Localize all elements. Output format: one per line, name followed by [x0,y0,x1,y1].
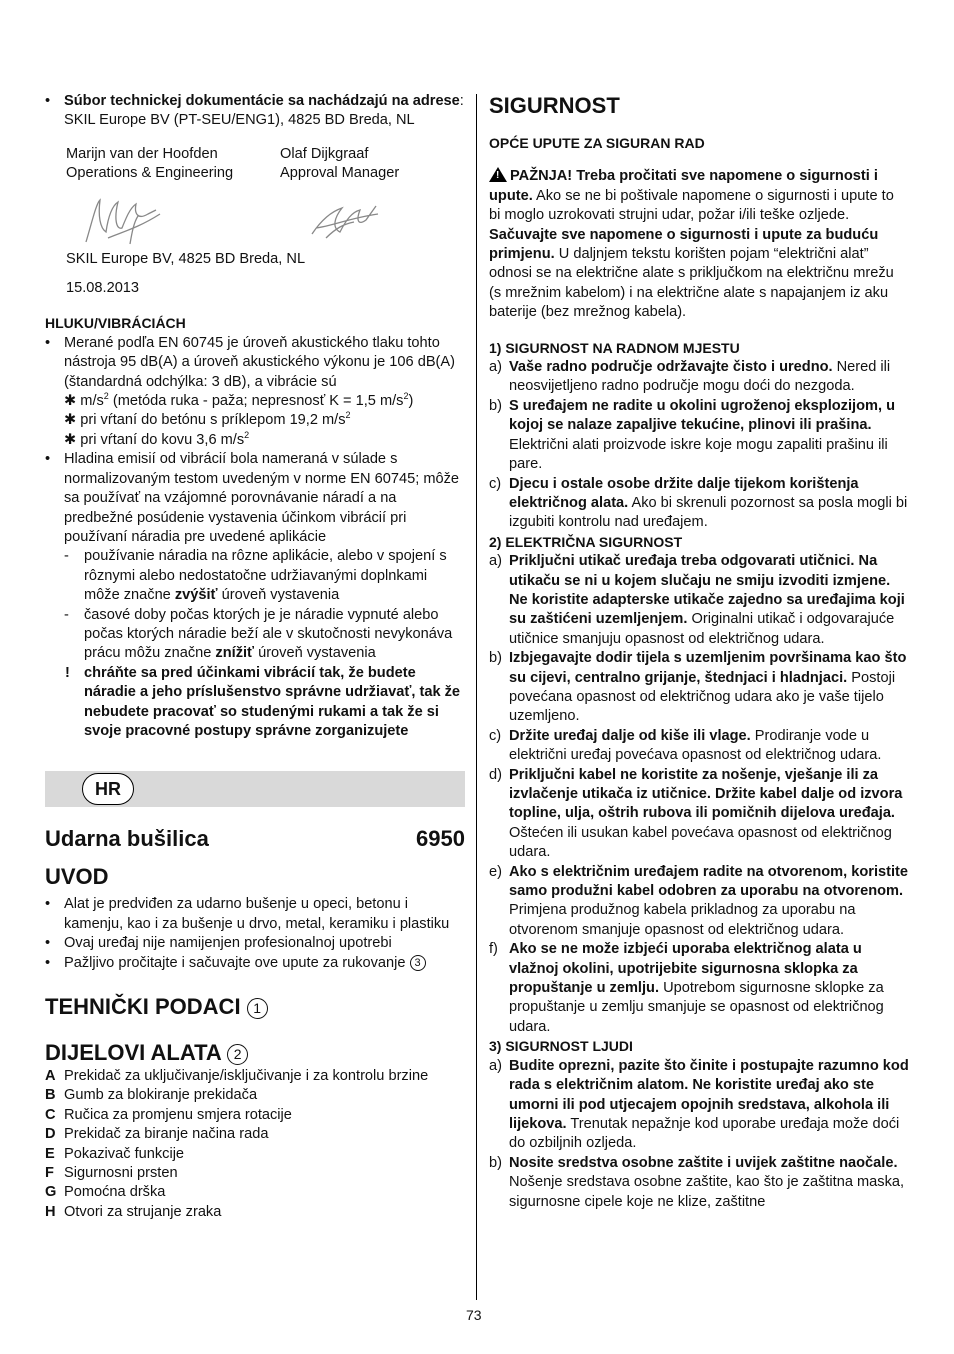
parts-heading: DIJELOVI ALATA 2 [45,1039,465,1067]
signer2-name: Olaf Dijkgraaf [280,145,369,162]
language-bar [45,771,465,807]
product-title: Udarna bušilica [45,826,209,852]
left-column [45,92,465,1222]
part-key: D [45,1126,56,1143]
signatures [45,145,465,299]
list-item: • Hladina emisií od vibrácií bola nameraná v súlade s normalizovaným testom uvedeným v norme EN 60745; môže sa používať na vzájomné porovnávanie náradí a na predbežné posúdenie vystavenia účinkom vibrácií pri používaní náradia pre uvedené aplikácie [45,450,465,547]
item-bold-text: Ako se ne može izbjeći uporaba električnog alata u vlažnoj okolini, upotrijebite sigurnosna sklopka za propuštanje u zemlju. [509,941,862,997]
part-key: G [45,1184,57,1201]
item-letter: a) [489,359,502,376]
item-letter: c) [489,727,502,744]
item-bold-text: Držite uređaj dalje od kiše ili vlage. [509,727,751,744]
item-bold-text: Priključni utikač uređaja treba odgovarati utičnici. Na utikaču se ni u kojem slučaju ne smiju izvoditi izmjene. Ne koristite adapterske utikače zajedno sa uređajima koji su zaštićeni uzemljenjem. [509,553,905,628]
warning-note: ! chráňte sa pred účinkami vibrácií tak, že budete náradie a jeho príslušenstvo správne udržiavať, tak že nebudete pracovať so studenými rukami a tak že si svoje pracovné postupy správne zorganizujete [45,664,465,742]
section-1-items [489,358,909,533]
item-bold-text: Budite oprezni, pazite što činite i postupajte razumno kod rada s električnim alatom. Ne koristite uređaj ako ste umorni ili pod utjecajem opojnih sredstava, alkohola ili lijekova. [509,1057,909,1132]
section-2-items [489,552,909,1037]
safety-heading: SIGURNOST [489,93,620,118]
item-bold-text: Djecu i ostale osobe držite dalje tijekom korištenja električnog alata. [509,475,859,511]
parts-list-item [45,1164,465,1183]
item-text: Oštećen ili usukan kabel povećava opasnost od električnog udara. [509,824,892,861]
part-label: Prekidač za biranje načina rada [64,1126,269,1143]
item-text: Prodiranje vode u električni uređaj povećava opasnost od električnog udara. [509,727,882,764]
noise-heading: HLUKU/VIBRÁCIÁCH [45,315,186,332]
part-label: Pokazivač funkcije [64,1145,185,1162]
part-key: C [45,1106,56,1123]
signature-2-image [306,198,386,244]
safety-item [489,358,909,397]
safety-item [489,863,909,941]
item-text: Postoji povećana opasnost od električnog udara ako je vaše tijelo uzemljeno. [509,669,896,725]
tech-data-heading: TEHNIČKI PODACI 1 [45,993,465,1021]
parts-list-item [45,1106,465,1125]
list-item: • Súbor technickej dokumentácie sa nachádzajú na adrese: SKIL Europe BV (PT-SEU/ENG1), 4825 BD Breda, NL [45,92,465,131]
item-text: Upotrebom sigurnosne sklopke za propuštanje u zemlju smanjuje se opasnost od električnog udara. [509,980,884,1035]
part-label: Gumb za blokiranje prekidača [64,1087,258,1104]
item-letter: b) [489,397,502,414]
section-heading: 1) SIGURNOST NA RADNOM MJESTU [489,339,740,356]
item-letter: a) [489,1057,502,1074]
parts-list-item [45,1145,465,1164]
company-address: SKIL Europe BV, 4825 BD Breda, NL [66,250,306,267]
safety-item [489,552,909,649]
item-letter: e) [489,863,502,880]
warning-triangle-icon [489,167,507,182]
parts-list-item [45,1183,465,1202]
section-heading: 2) ELEKTRIČNA SIGURNOST [489,533,683,550]
signer1-title: Operations & Engineering [66,165,234,182]
safety-item [489,1154,909,1212]
parts-list-item [45,1067,465,1086]
item-bold-text: Vaše radno područje održavajte čisto i uredno. [509,359,833,376]
signature-1-image [78,192,178,250]
safety-item [489,940,909,1037]
item-bold-text: Nosite sredstva osobne zaštite i uvijek zaštitne naočale. [509,1154,898,1171]
safety-item [489,727,909,766]
list-item: • Pažljivo pročitajte i sačuvajte ove upute za rukovanje 3 [45,954,465,973]
general-warning: !PAŽNJA! Treba pročitati sve napomene o sigurnosti i upute. Ako se ne bi poštivale napomene o sigurnosti i upute to bi moglo uzrokovati strujni udar, požar i/ili teške ozljede. Sačuvajte sve napomene o sigurnosti i upute za buduću primjenu. U daljnjem tekstu korišten pojam “električni alat” odnosi se na električne alate s priključkom na električnu mrežu (s mrežnim kabelom) i na električne alate s napajanjem iz aku baterije (bez mrežnog kabela). [489,167,909,322]
list-item: - používanie náradia na rôzne aplikácie, alebo v spojení s rôznymi alebo nedostatočne udržiavanými doplnkami môže značne zvýšiť úroveň vystavenia [45,547,465,605]
part-key: A [45,1068,56,1084]
item-letter: d) [489,766,502,783]
item-text: Električni alati proizvode iskre koje mogu zapaliti prašinu ili pare. [509,436,888,473]
part-label: Sigurnosni prsten [64,1165,178,1182]
part-label: Prekidač za uključivanje/isključivanje i za kontrolu brzine [64,1068,429,1084]
part-key: F [45,1165,54,1182]
item-letter: b) [489,650,502,667]
list-item: • Alat je predviđen za udarno bušenje u opeci, betonu i kamenju, kao i za bušenje u drvo, metal, keramiku i plastiku [45,895,465,934]
safety-item [489,766,909,863]
item-bold-text: Priključni kabel ne koristite za nošenje, vješanje ili za izvlačenje utikača iz utičnice. Držite kabel dalje od izvora topline, ulja, oštrih rubova ili pomičnih dijelova uređaja. [509,766,903,822]
figure-ref-1: 1 [247,998,268,1019]
item-text: Trenutak nepažnje kod uporabe uređaja može doći do ozbiljnih ozljeda. [509,1115,900,1152]
parts-list [45,1067,465,1222]
safety-subheading: OPĆE UPUTE ZA SIGURAN RAD [489,135,705,151]
part-key: E [45,1145,55,1162]
section-heading: 3) SIGURNOST LJUDI [489,1038,633,1055]
item-letter: a) [489,553,502,570]
signer1-name: Marijn van der Hoofden [66,145,218,162]
item-text: Nošenje sredstava osobne zaštite, kao što je zaštitna maska, sigurnosne cipele koje ne klize, zaštitne [509,1174,905,1210]
uvod-heading: UVOD [45,864,109,890]
document-date: 15.08.2013 [66,280,140,297]
safety-item [489,1057,909,1154]
parts-list-item [45,1086,465,1105]
item-letter: c) [489,475,502,492]
figure-ref-2: 2 [227,1044,248,1065]
part-label: Pomoćna drška [64,1184,166,1201]
product-number: 6950 [416,826,465,852]
item-bold-text: Ako s električnim uređajem radite na otvorenom, koristite samo produžni kabel odobren za uporabu na otvorenom. [509,863,909,900]
part-label: Ručica za promjenu smjera rotacije [64,1106,292,1123]
safety-item [489,649,909,727]
item-letter: f) [489,941,498,958]
safety-item [489,397,909,475]
list-item: • Merané podľa EN 60745 je úroveň akustického tlaku tohto nástroja 95 dB(A) a úroveň akustického výkonu je 106 dB(A) (štandardná odchýlka: 3 dB), a vibrácie sú ✱ $m/s^2$ (metóda ruka - paža; nepresnosť K = 1,5 $m/s^2$) ✱ pri vŕtaní do betónu s príklepom 19,2 $m/s^2$ ✱ pri vŕtaní do kovu 3,6 $m/s^2$ [45,334,465,450]
language-badge: HR [82,773,134,805]
parts-list-item [45,1203,465,1222]
safety-item [489,475,909,533]
right-column [489,92,909,1212]
part-key: B [45,1087,56,1104]
figure-ref-3: 3 [410,955,426,971]
item-bold-text: Izbjegavajte dodir tijela s uzemljenim površinama kao što su cijevi, centralno grijanje, štednjaci i hladnjaci. [509,650,907,686]
list-item: - časové doby počas ktorých je je náradie vypnuté alebo počas ktorých náradie beží ale v skutočnosti nevykonáva prácu môžu značne znížiť úroveň vystavenia [45,606,465,664]
parts-list-item [45,1125,465,1144]
product-title-row [45,825,465,853]
part-label: Otvori za strujanje zraka [64,1203,222,1220]
list-item: • Ovaj uređaj nije namijenjen profesionalnoj upotrebi [45,934,465,953]
item-text: Nered ili neosvijetljeno radno područje mogu doći do nezgoda. [509,359,891,395]
item-text: Originalni utikač i odgovarajuće utičnice smanjuju opasnost od električnog udara. [509,611,895,647]
item-text: Ako bi skrenuli pozornost sa posla mogli bi izgubiti kontrolu nad uređajem. [509,494,908,531]
item-text: Primjena produžnog kabela prikladnog za uporabu na otvorenom smanjuje opasnost od električnog udara. [509,902,856,938]
column-divider [476,94,477,1300]
part-key: H [45,1203,56,1220]
item-letter: b) [489,1154,502,1171]
page-number: 73 [466,1307,482,1323]
section-3-items [489,1057,909,1212]
item-bold-text: S uređajem ne radite u okolini ugroženoj eksplozijom, u kojoj se nalaze zapaljive tekućine, plinovi ili prašina. [509,397,895,434]
signer2-title: Approval Manager [280,165,400,182]
